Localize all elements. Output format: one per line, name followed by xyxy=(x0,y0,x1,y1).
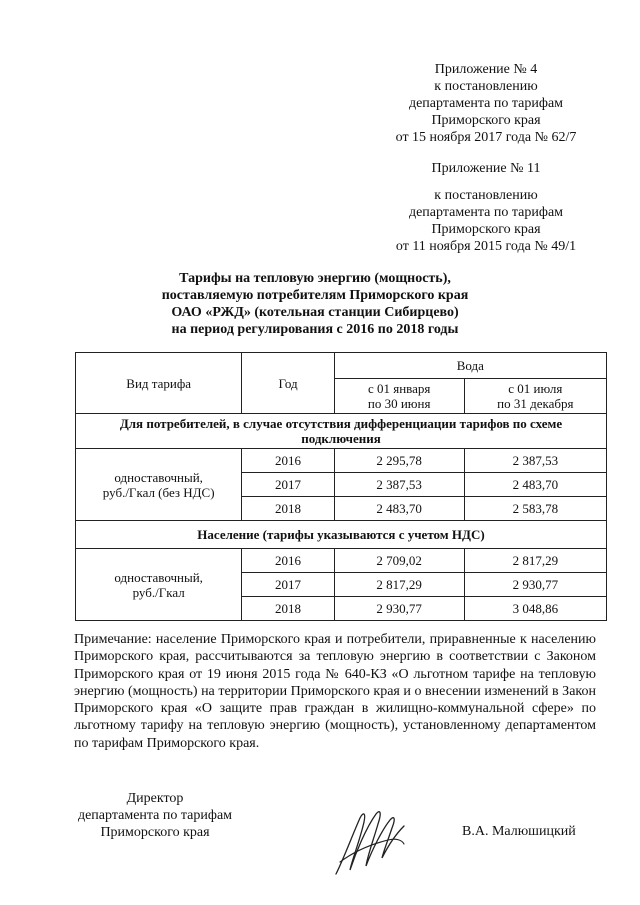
year-cell: 2017 xyxy=(242,573,334,597)
header-period-2: с 01 июля по 31 декабря xyxy=(464,379,606,414)
header-year: Год xyxy=(242,353,334,414)
signer-region: Приморского края xyxy=(100,825,210,840)
document-title xyxy=(90,270,540,338)
year-cell: 2016 xyxy=(242,549,334,573)
signer-department: департамента по тарифам xyxy=(77,808,233,823)
title-line-4: на период регулирования с 2016 по 2018 годы xyxy=(171,322,459,337)
year-cell: 2018 xyxy=(242,497,334,521)
appendix-4-region: Приморского края xyxy=(431,113,541,128)
header-water: Вода xyxy=(334,353,606,379)
appendix-4-ref: к постановлению xyxy=(434,79,538,94)
appendix-11-date: от 11 ноября 2015 года № 49/1 xyxy=(395,239,577,254)
title-line-1: Тарифы на тепловую энергию (мощность), xyxy=(179,271,451,286)
year-cell: 2016 xyxy=(242,449,334,473)
section-title: Население (тарифы указываются с учетом НДС) xyxy=(76,521,607,549)
section-title: Для потребителей, в случае отсутствия дифференциации тарифов по схеме подключения xyxy=(76,414,607,449)
tariff-value-cell: 2 387,53 xyxy=(464,449,606,473)
appendix-4-number: Приложение № 4 xyxy=(434,62,538,77)
title-line-3: ОАО «РЖД» (котельная станции Сибирцево) xyxy=(171,305,459,320)
appendix-4-department: департамента по тарифам xyxy=(408,96,564,111)
appendix-11-header xyxy=(365,160,607,255)
tariff-value-cell: 2 930,77 xyxy=(464,573,606,597)
appendix-11-region: Приморского края xyxy=(431,222,541,237)
tariff-value-cell: 2 387,53 xyxy=(334,473,464,497)
note-paragraph: Примечание: население Приморского края и потребители, приравненные к населению Приморского края, рассчитываются за тепловую энергию в соответствии с Законом Приморского края от 19 июня 2015 года № 640-КЗ «О льготном тарифе на тепловую энергию (мощность) на территории Приморского края и о внесении изменений в Закон Приморского края «О защите прав граждан в жилищно-коммунальной сфере» по льготному тарифу на тепловую энергию (мощность), установленному департаментом по тарифам Приморского края. xyxy=(74,632,596,751)
tariff-table xyxy=(75,352,607,621)
title-line-2: поставляемую потребителям Приморского края xyxy=(161,288,469,303)
tariff-value-cell: 2 930,77 xyxy=(334,597,464,621)
header-tariff-type: Вид тарифа xyxy=(76,353,242,414)
signer-position: Директор xyxy=(126,791,184,806)
tariff-value-cell: 2 483,70 xyxy=(334,497,464,521)
year-cell: 2018 xyxy=(242,597,334,621)
tariff-value-cell: 2 709,02 xyxy=(334,549,464,573)
appendix-4-date: от 15 ноября 2017 года № 62/7 xyxy=(395,130,577,145)
appendix-11-number: Приложение № 11 xyxy=(431,161,541,176)
tariff-value-cell: 2 817,29 xyxy=(464,549,606,573)
header-period-1: с 01 января по 30 июня xyxy=(334,379,464,414)
appendix-11-ref: к постановлению xyxy=(434,188,538,203)
signer-title xyxy=(60,790,250,841)
tariff-value-cell: 2 583,78 xyxy=(464,497,606,521)
signer-name: В.А. Малюшицкий xyxy=(462,824,576,839)
appendix-4-header xyxy=(365,61,607,146)
tariff-type-cell: одноставочный, руб./Гкал xyxy=(76,549,242,621)
tariff-value-cell: 3 048,86 xyxy=(464,597,606,621)
tariff-value-cell: 2 817,29 xyxy=(334,573,464,597)
handwritten-signature xyxy=(330,800,410,880)
appendix-11-department: департамента по тарифам xyxy=(408,205,564,220)
tariff-value-cell: 2 483,70 xyxy=(464,473,606,497)
tariff-type-cell: одноставочный, руб./Гкал (без НДС) xyxy=(76,449,242,521)
tariff-value-cell: 2 295,78 xyxy=(334,449,464,473)
year-cell: 2017 xyxy=(242,473,334,497)
